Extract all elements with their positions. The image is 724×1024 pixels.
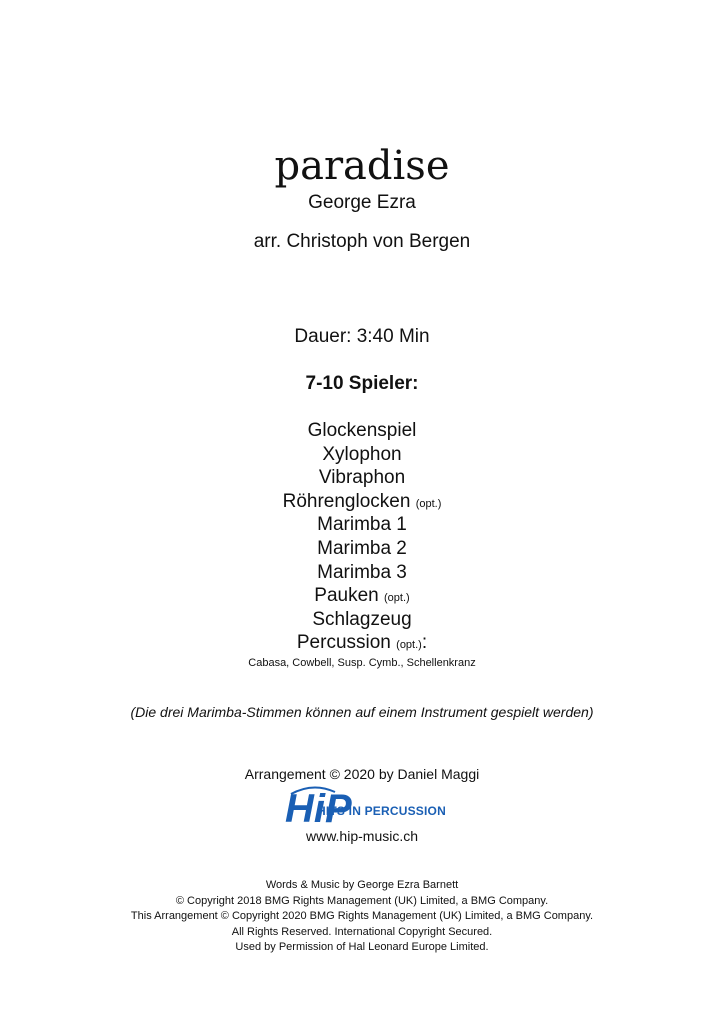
player-count: 7-10 Spieler:: [305, 373, 419, 394]
logo-letters: HiP: [285, 787, 352, 831]
instrument-item: [0, 631, 724, 655]
instrument-item: [0, 466, 724, 490]
instrument-name: Percussion: [296, 632, 391, 654]
song-title: paradise: [274, 143, 450, 189]
hits-in-percussion-logo: [283, 784, 453, 830]
optional-marker: (opt.): [415, 497, 442, 510]
instrument-name: Glockenspiel: [307, 420, 417, 441]
instrument-item: [0, 513, 724, 537]
instrument-name: Pauken: [314, 585, 379, 607]
arrangement-copyright: Arrangement © 2020 by Daniel Maggi: [244, 766, 480, 782]
instrument-name: Schlagzeug: [312, 608, 412, 630]
instrument-name: Marimba 3: [317, 561, 407, 583]
instrument-item: [0, 419, 724, 443]
instrument-item: [0, 490, 724, 514]
composer: George Ezra: [308, 192, 416, 213]
credit-line: © Copyright 2018 BMG Rights Management (UK) Limited, a BMG Company.: [175, 894, 549, 907]
instrument-name: Röhrenglocken: [282, 490, 411, 512]
instrument-list: [0, 419, 724, 655]
credit-line: This Arrangement © Copyright 2020 BMG Rights Management (UK) Limited, a BMG Company.: [130, 910, 594, 922]
instrument-item: [0, 443, 724, 467]
colon: :: [421, 632, 428, 654]
credit-line: Words & Music by George Ezra Barnett: [265, 879, 459, 891]
percussion-instruments: Cabasa, Cowbell, Susp. Cymb., Schellenkranz: [248, 657, 476, 669]
duration: Dauer: 3:40 Min: [294, 326, 430, 347]
optional-marker: (opt.): [396, 639, 422, 652]
logo-text: HITS IN PERCUSSION: [317, 804, 446, 818]
credit-line: Used by Permission of Hal Leonard Europe Limited.: [235, 941, 489, 953]
marimba-note: (Die drei Marimba-Stimmen können auf einem Instrument gespielt werden): [130, 704, 594, 720]
instrument-item: [0, 608, 724, 632]
credit-line: All Rights Reserved. International Copyright Secured.: [231, 925, 493, 938]
instrument-name: Xylophon: [322, 443, 402, 465]
instrument-name: Vibraphon: [318, 467, 406, 489]
copyright-credits: [0, 878, 724, 956]
arranger: arr. Christoph von Bergen: [253, 231, 471, 252]
instrument-name: Marimba 1: [317, 514, 407, 536]
instrument-item: [0, 561, 724, 585]
website-url: www.hip-music.ch: [305, 828, 419, 844]
instrument-name: Marimba 2: [317, 537, 407, 559]
instrument-item: [0, 584, 724, 608]
optional-marker: (opt.): [384, 592, 410, 605]
instrument-item: [0, 537, 724, 561]
